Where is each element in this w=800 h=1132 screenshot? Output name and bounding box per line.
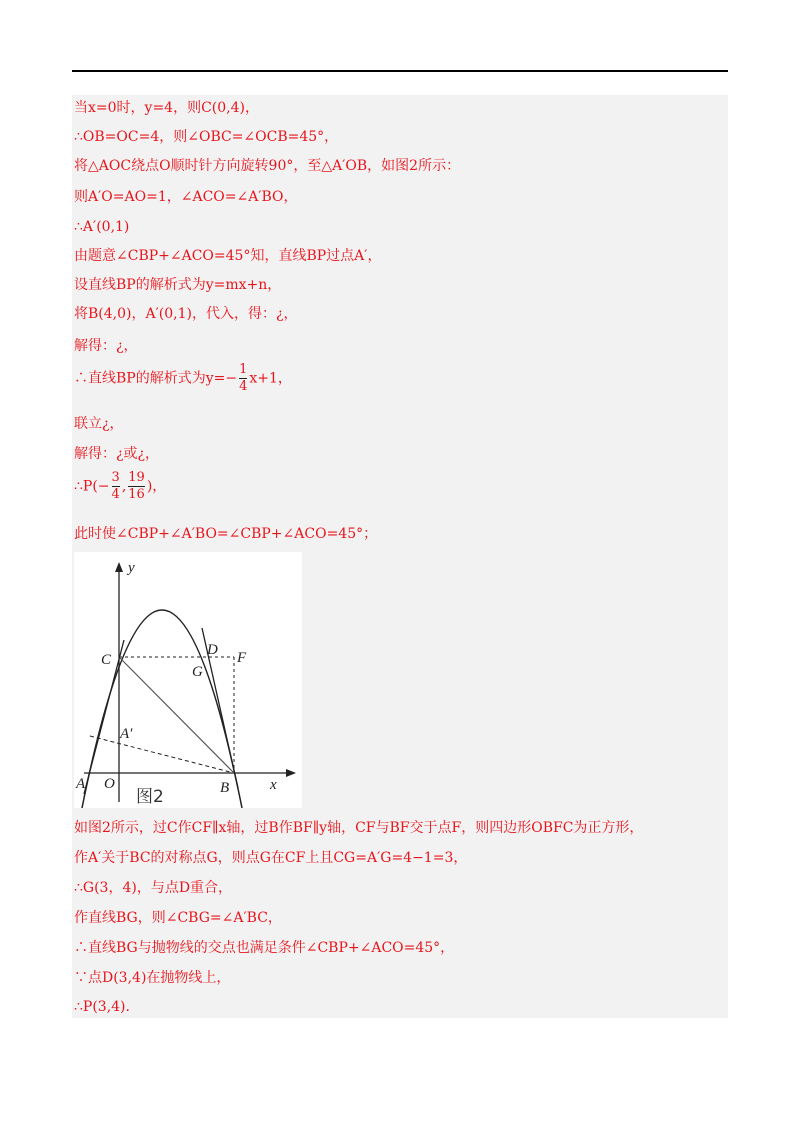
fraction-one-quarter <box>239 362 247 395</box>
label-A: A <box>76 776 86 792</box>
solution-line-18: 作直线BG，则∠CBG=∠A′BC， <box>74 910 282 926</box>
label-A-prime: A′ <box>120 726 133 742</box>
solution-line-12: 解得：¿或¿， <box>74 446 160 462</box>
fraction-p-y <box>128 470 145 503</box>
line-10-text: ∴直线BP的解析式为y=− <box>74 370 238 387</box>
fraction-denominator: 4 <box>239 379 248 394</box>
px-numerator: 3 <box>111 470 120 485</box>
segment-AprimeB <box>90 736 234 773</box>
x-axis-arrow <box>286 769 296 777</box>
fraction-numerator: 1 <box>239 362 248 377</box>
solution-line-20: ∵点D(3,4)在抛物线上， <box>74 970 231 986</box>
px-denominator: 4 <box>111 487 120 502</box>
py-denominator: 16 <box>128 487 145 502</box>
solution-line-5: ∴A′(0,1) <box>74 219 130 235</box>
solution-line-3: 将△AOC绕点O顺时针方向旋转90°，至△A′OB，如图2所示： <box>74 158 461 174</box>
label-D: D <box>207 642 218 658</box>
line-13-tail: )， <box>146 478 167 495</box>
line-10-tail: x+1， <box>249 370 292 387</box>
label-B: B <box>220 780 230 796</box>
solution-line-1: 当x=0时，y=4，则C(0,4)， <box>74 100 259 116</box>
solution-line-19: ∴直线BG与抛物线的交点也满足条件∠CBP+∠ACO=45°， <box>74 940 455 956</box>
solution-line-21: ∴P(3,4). <box>74 999 130 1015</box>
label-F: F <box>237 650 247 666</box>
header-rule <box>72 70 728 72</box>
solution-line-11: 联立¿， <box>74 416 124 432</box>
solution-line-7: 设直线BP的解析式为y=mx+n， <box>74 277 282 293</box>
solution-line-15: 如图2所示，过C作CF∥x轴，过B作BF∥y轴，CF与BF交于点F，则四边形OBFC为正方形， <box>74 820 644 836</box>
solution-line-4: 则A′O=AO=1，∠ACO=∠A′BO， <box>74 189 298 205</box>
y-axis-arrow <box>115 562 123 572</box>
figure-2 <box>74 552 302 808</box>
label-x: x <box>270 777 277 793</box>
solution-line-8: 将B(4,0)，A′(0,1)，代入，得：¿， <box>74 306 298 322</box>
solution-line-2: ∴OB=OC=4，则∠OBC=∠OCB=45°， <box>74 129 339 145</box>
segment-CB <box>119 657 234 773</box>
solution-line-16: 作A′关于BC的对称点G，则点G在CF上且CG=A′G=4−1=3， <box>74 850 468 866</box>
line-13-text: ∴P(− <box>74 478 110 495</box>
solution-line-9: 解得：¿， <box>74 338 138 354</box>
geometry-diagram <box>74 552 302 808</box>
figure-caption: 图2 <box>136 787 164 807</box>
solution-line-13: ∴P(− $\frac{3}{4}$ , $\frac{19}{16}$ )， <box>74 470 167 502</box>
solution-line-14: 此时使∠CBP+∠A′BO=∠CBP+∠ACO=45°； <box>74 526 378 542</box>
solution-line-17: ∴G(3，4)，与点D重合， <box>74 880 233 896</box>
fraction-p-x <box>112 470 120 503</box>
label-y: y <box>128 560 135 576</box>
py-numerator: 19 <box>128 470 145 485</box>
solution-line-6: 由题意∠CBP+∠ACO=45°知，直线BP过点A′， <box>74 248 382 264</box>
label-G: G <box>192 664 203 680</box>
solution-line-10 <box>74 362 292 395</box>
label-C: C <box>101 652 112 668</box>
label-O: O <box>104 776 115 792</box>
